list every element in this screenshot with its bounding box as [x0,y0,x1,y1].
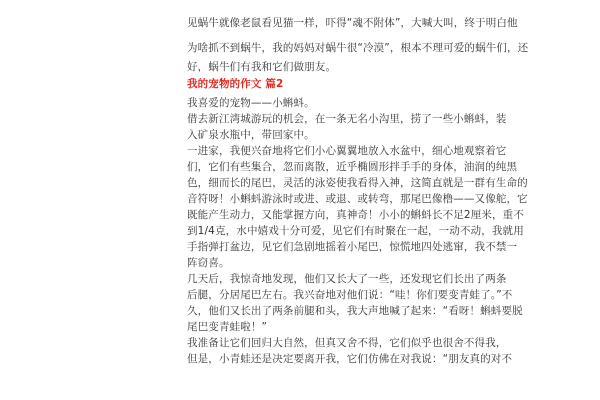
paragraph-line: 色，细而长的尾巴，灵活的泳姿使我看得入神，这简直就是一群有生命的 [187,177,528,189]
article-heading: 我的宠物的作文 篇2 [187,78,284,90]
text-line: 见蜗牛就像老鼠看见猫一样，吓得“魂不附体”，大喊大叫，终于明白他 [187,17,518,29]
paragraph-line: 阵窃喜。 [187,257,230,269]
paragraph-line: 既能产生动力，又能掌握方向，真神奇！小小的蝌蚪长不足2厘米，重不 [187,209,524,221]
paragraph-line: 到1/4克，水中嬉戏十分可爱，见它们有时聚在一起，一动不动，我就用 [187,225,524,237]
paragraph-line: 但是，小青蛙还是决定要离开我，它们仿佛在对我说：“朋友真的对不 [187,353,513,365]
text-line: 好，蜗牛们有我和它们做朋友。 [187,61,337,73]
paragraph-line: 借去新江湾城游玩的机会，在一条无名小沟里，捞了一些小蝌蚪，装 [187,113,507,125]
paragraph-line: 一进家，我便兴奋地将它们小心翼翼地放入水盆中，细心地观察着它 [187,145,507,157]
paragraph-line: 我准备让它们回归大自然，但真又舍不得，它们似乎也很舍不得我， [187,337,507,349]
paragraph-line: 尾巴变青蛙啦！” [187,321,268,333]
paragraph-line: 久，他们又长出了两条前腿和头，我大声地喊了起来：“看呀！蝌蚪要脱 [187,305,523,317]
paragraph-line: 我喜爱的宠物——小蝌蚪。 [187,97,315,109]
paragraph-line: 后腿，分居尾巴左右。我兴奋地对他们说：“哇！你们要变青蛙了。”不 [187,289,513,301]
text-line: 为啥抓不到蜗牛，我的妈妈对蜗牛很“冷漠”，根本不理可爱的蜗牛们，还 [187,42,529,54]
paragraph-line: 入矿泉水瓶中，带回家中。 [187,129,315,141]
paragraph-line: 音符呀！小蝌蚪游泳时或进、或退、或转弯，那尾巴像橹——又像舵，它 [187,193,528,205]
paragraph-line: 几天后，我惊奇地发现，他们又长大了一些，还发现它们长出了两条 [187,273,507,285]
paragraph-line: 们，它们有些集合，忽而离散，近乎椭圆形拌手手的身体，油润的纯黑 [187,161,518,173]
paragraph-line: 手指弹打盆边，见它们急剧地摇着小尾巴，惊慌地四处逃窜，我不禁一 [187,241,518,253]
